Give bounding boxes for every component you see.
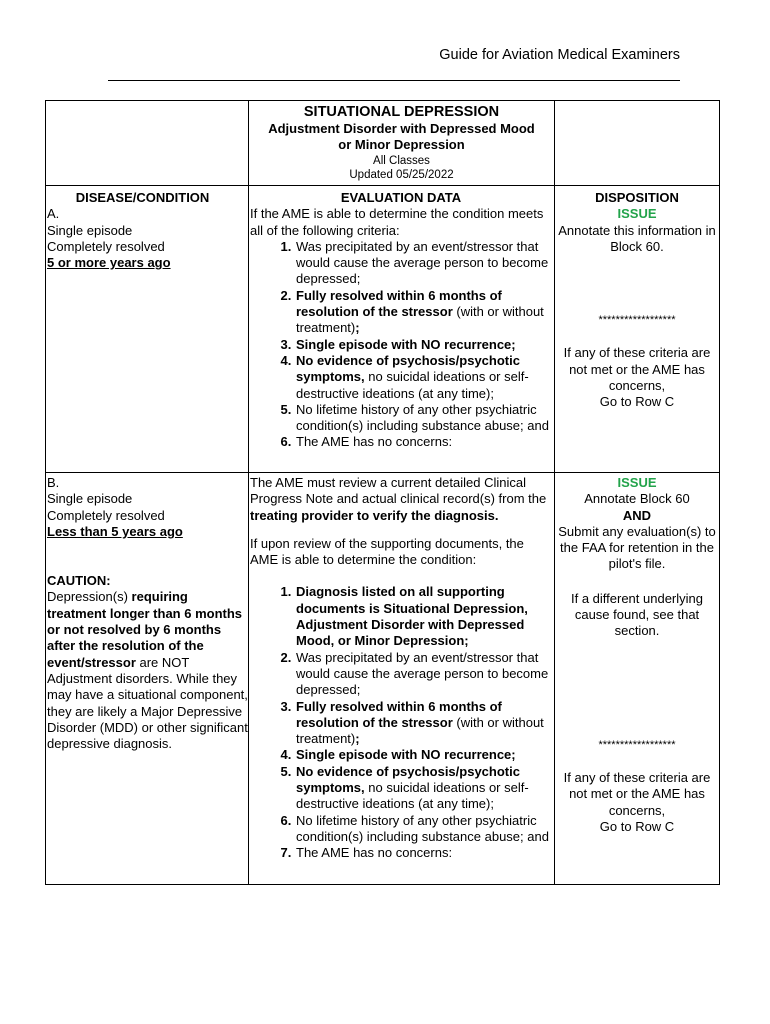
row-a-criterion-3: 3. Single episode with NO recurrence; (295, 337, 552, 353)
row-b-criterion-5: 5. No evidence of psychosis/psychotic symptoms, no suicidal ideations or self-destructive ideations (at any time); (295, 764, 552, 813)
row-b-line2: Completely resolved (47, 507, 165, 523)
row-a-disposition-cell (554, 185, 720, 473)
title-cell (248, 100, 555, 186)
row-a-criterion-1: 1. Was precipitated by an event/stressor that would cause the average person to become depressed; (295, 239, 552, 288)
row-b-criterion-6: 6. No lifetime history of any other psychiatric condition(s) including substance abuse; and (295, 813, 552, 846)
column-header-disposition: DISPOSITION (595, 190, 679, 205)
row-b-criterion-7: 7. The AME has no concerns: (295, 845, 552, 861)
row-a-criterion-6: 6. The AME has no concerns: (295, 434, 552, 450)
row-b-fallback-text: If any of these criteria are not met or the AME has concerns, (563, 769, 711, 818)
row-b-criterion-1: 1. Diagnosis listed on all supporting documents is Situational Depression, Adjustment Disorder with Depressed Mood, or Minor Depression; (295, 584, 552, 649)
page-title: SITUATIONAL DEPRESSION (303, 104, 500, 120)
row-b-disposition-cell (554, 472, 720, 885)
row-b-goto-row-c: Go to Row C (599, 818, 675, 834)
row-a-annotate-note: Annotate this information in Block 60. (558, 222, 716, 254)
row-b-criteria-list (250, 584, 552, 861)
document-header: Guide for Aviation Medical Examiners (439, 47, 680, 63)
row-a-criterion-4: 4. No evidence of psychosis/psychotic symptoms, no suicidal ideations or self-destructive ideations (at any time); (295, 353, 552, 402)
classes-label: All Classes (373, 154, 430, 167)
updated-date: Updated 05/25/2022 (349, 169, 454, 182)
row-a-criterion-5: 5. No lifetime history of any other psychiatric condition(s) including substance abuse; and (295, 402, 552, 435)
row-a-intro: If the AME is able to determine the condition meets all of the following criteria: (250, 206, 544, 238)
row-b-line3: Less than 5 years ago (47, 523, 183, 539)
subtitle-line-2: or Minor Depression (338, 137, 465, 153)
title-left-empty-cell (45, 100, 249, 186)
row-b-submit-text: Submit any evaluation(s) to the FAA for retention in the pilot's file. (558, 523, 716, 572)
row-a-line1: Single episode (47, 222, 133, 238)
row-b-condition-cell (45, 472, 249, 885)
row-a-evaluation-cell (248, 185, 555, 473)
row-b-and: AND (622, 507, 652, 523)
row-a-line2: Completely resolved (47, 238, 165, 254)
row-a-letter: A. (47, 206, 60, 222)
subtitle-line-1: Adjustment Disorder with Depressed Mood (268, 121, 535, 136)
caution-text: Depression(s) requiring treatment longer than 6 months or not resolved by 6 months after the resolution of the event/stressor are NOT Adjustment disorders. While they may have a situational component, they are likely a Major Depressive Disorder (MDD) or other significant depressive diagnosis. (47, 589, 248, 752)
header-rule (108, 80, 680, 81)
row-b-criterion-4: 4. Single episode with NO recurrence; (295, 747, 552, 763)
row-b-separator-stars: ****************** (598, 738, 676, 751)
row-a-criterion-2: 2. Fully resolved within 6 months of resolution of the stressor (with or without treatment); (295, 288, 552, 337)
row-b-letter: B. (47, 475, 60, 490)
row-b-line1: Single episode (47, 491, 133, 507)
row-a-condition-cell (45, 185, 249, 473)
column-header-evaluation: EVALUATION DATA (340, 190, 462, 205)
row-b-status-issue: ISSUE (617, 475, 657, 490)
row-b-upon-review: If upon review of the supporting documents, the AME is able to determine the condition: (250, 535, 524, 568)
row-b-criterion-3: 3. Fully resolved within 6 months of resolution of the stressor (with or without treatment); (295, 699, 552, 748)
column-header-disease: DISEASE/CONDITION (75, 190, 210, 205)
row-a-status-issue: ISSUE (617, 206, 657, 222)
row-b-annotate-note: Annotate Block 60 (584, 491, 690, 507)
row-b-criterion-2: 2. Was precipitated by an event/stressor that would cause the average person to become depressed; (295, 650, 552, 699)
row-b-evaluation-cell (248, 472, 555, 885)
row-a-fallback-text: If any of these criteria are not met or the AME has concerns, (563, 345, 711, 394)
row-a-goto-row-c: Go to Row C (599, 394, 675, 410)
row-a-line3: 5 or more years ago (47, 255, 171, 271)
row-b-intro: The AME must review a current detailed Clinical Progress Note and actual clinical record(s) from the treating provider to verify the diagnosis. (250, 475, 547, 523)
caution-label: CAUTION: (47, 573, 111, 589)
row-a-separator-stars: ****************** (598, 314, 676, 327)
row-b-different-cause: If a different underlying cause found, see that section. (570, 590, 703, 639)
row-a-criteria-list (250, 239, 552, 451)
title-right-empty-cell (554, 100, 720, 186)
